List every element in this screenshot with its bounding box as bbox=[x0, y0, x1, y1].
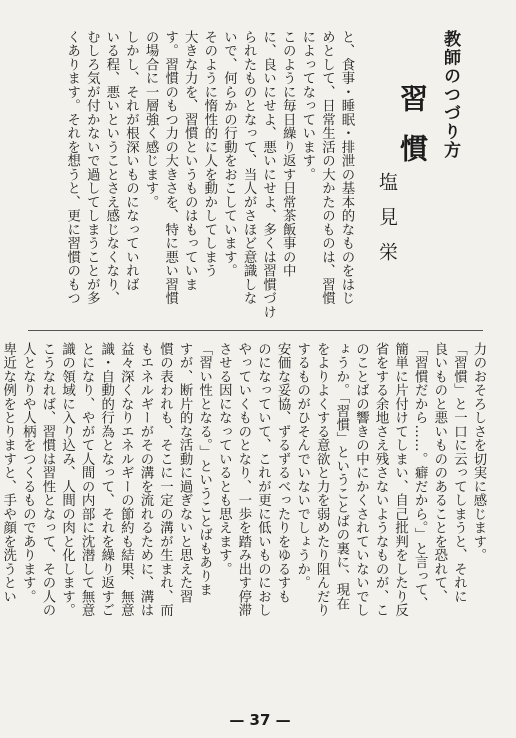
section-divider bbox=[28, 330, 483, 331]
upper-body-text: と、食事・睡眠・排泄の基本的なものをはじ めとして、日常生活の大かたのものは、習慣 によってなっています。 このように毎日繰り返す日常茶飯事の中 に、良いにせよ、悪いにせよ、多くは習慣づけ られたものとなって、当人がさほど意識しな いで、何らかの行動をおこしています。 そのように惰性的に人を動かしてしまう 大きな力を、習慣というものはもっていま す。習慣のもつ力の大きさを、特に悪い習慣 の場合に一層強く感じます。 しかし、それが根深いものになっていれば いる程、悪いということさえ感じなくなり、 むしろ気が付かないで過してしまうことが多 くあります。それを想うと、更に習慣のもつ bbox=[64, 30, 354, 319]
article-title: 習慣 bbox=[396, 84, 429, 184]
series-label: 教師のつづり方 bbox=[440, 30, 460, 160]
author-name: 塩見栄 bbox=[376, 172, 398, 277]
lower-body-text: 力のおそろしさを切実に感じます。 「習慣」と一口に云ってしまうと、それに 良いものと悪いもののあることを恐れて、 「習慣だから……。癖だから。」と言って、 簡単に片付けてしまい、自己批判をしたり反 省をする余地さえ残さないようなものが、こ のことばの響きの中にかくされていないでし ょうか。「習慣」ということばの裏に、現在 をよりよくする意欲と力を弱めたり阻んだり するものがひそんでいないでしょうか。 安価な妥協、ずるずるべったりをゆるすも のになっていて、これが更に低いものにおし やっていくものとなり、一歩を踏み出す停滞 させる因になっているとも思えます。 「習い性となる。」ということばもありま すが、断片的な活動に過ぎないと思えた習 慣の表われも、そこに一定の溝が生まれ、而 もエネルギーがその溝を流れるために、溝は 益々深くなりエネルギーの節約も結果、無意 識・自動的行為となって、それを繰り返すご とになり、やがて人間の内部に沈潜して無意 識の領域に入り込み、人間の肉と化します。 こうなれば、習慣は習性となって、その人の 人となりや人柄をつくるものであります。 卑近な例をとりますと、手や顔を洗うとい bbox=[0, 342, 486, 617]
page-number: — 37 — bbox=[229, 711, 291, 729]
